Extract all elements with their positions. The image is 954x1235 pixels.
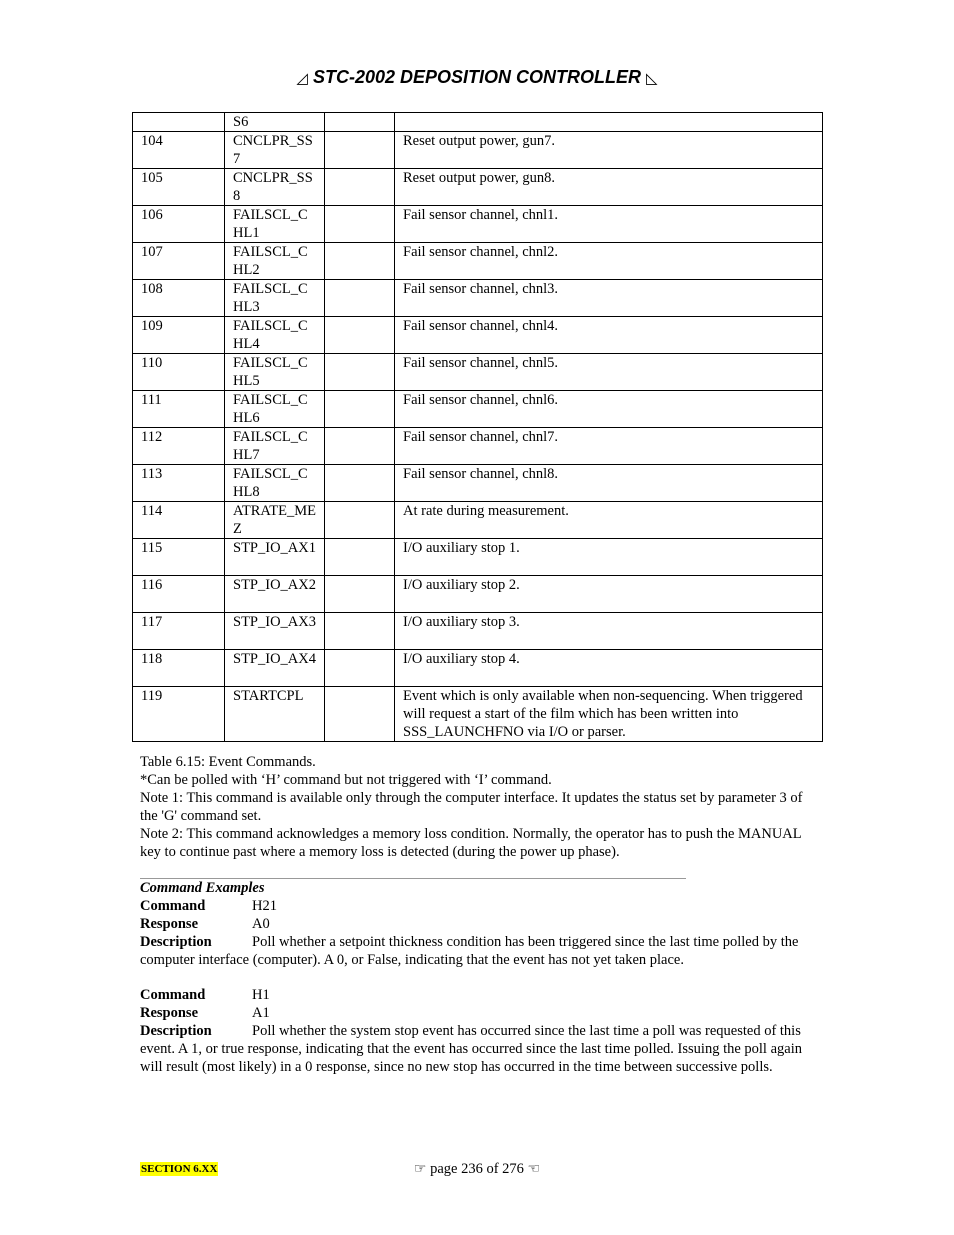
event-description-cell: Fail sensor channel, chnl1. [395, 206, 823, 243]
event-description-cell: Fail sensor channel, chnl7. [395, 428, 823, 465]
event-number-cell: 111 [133, 391, 225, 428]
blank-cell [325, 650, 395, 687]
example-1-command: Command H21 [140, 898, 277, 914]
event-name-cell: FAILSCL_CHL7 [225, 428, 325, 465]
event-description-cell: At rate during measurement. [395, 502, 823, 539]
table-row [133, 206, 823, 243]
event-number-cell: 119 [133, 687, 225, 742]
blank-cell [325, 502, 395, 539]
page-header [0, 64, 954, 92]
event-number-cell: 118 [133, 650, 225, 687]
event-description-cell [395, 113, 823, 132]
event-name-cell: CNCLPR_SS7 [225, 132, 325, 169]
table-caption: Table 6.15: Event Commands. [140, 754, 316, 770]
blank-cell [325, 539, 395, 576]
blank-cell [325, 169, 395, 206]
command-value: H1 [252, 987, 270, 1003]
event-name-cell: FAILSCL_CHL1 [225, 206, 325, 243]
response-value: A0 [252, 916, 270, 932]
table-row [133, 650, 823, 687]
document-title: STC-2002 DEPOSITION CONTROLLER [312, 67, 642, 87]
event-number-cell: 108 [133, 280, 225, 317]
asterisk-note: *Can be polled with ‘H’ command but not triggered with ‘I’ command. [140, 772, 552, 788]
blank-cell [325, 613, 395, 650]
description-text: Poll whether the system stop event has occurred since the last time a poll was requested of this event. A 1, or true response, indicating that the event has occurred since the last time polled. Issuing the poll again will result (most likely) in a 0 response, since no new stop has occurred in the time between successive polls. [140, 1023, 802, 1075]
table-notes [140, 753, 820, 861]
blank-cell [325, 132, 395, 169]
response-value: A1 [252, 1005, 270, 1021]
event-number-cell [133, 113, 225, 132]
blank-cell [325, 113, 395, 132]
event-name-cell: STP_IO_AX3 [225, 613, 325, 650]
event-description-cell: Fail sensor channel, chnl6. [395, 391, 823, 428]
event-description-cell: I/O auxiliary stop 4. [395, 650, 823, 687]
note-1: Note 1: This command is available only through the computer interface. It updates the status set by parameter 3 of the 'G' command set. [140, 790, 803, 824]
blank-cell [325, 280, 395, 317]
blank-cell [325, 687, 395, 742]
examples-title: Command Examples [140, 880, 265, 896]
event-name-cell: FAILSCL_CHL6 [225, 391, 325, 428]
event-name-cell: CNCLPR_SS8 [225, 169, 325, 206]
event-description-cell: Reset output power, gun7. [395, 132, 823, 169]
pencil-icon: ◿ [296, 70, 308, 87]
event-commands-table [132, 112, 823, 742]
event-name-cell: FAILSCL_CHL5 [225, 354, 325, 391]
event-number-cell: 116 [133, 576, 225, 613]
event-number-cell: 113 [133, 465, 225, 502]
event-description-cell: Fail sensor channel, chnl3. [395, 280, 823, 317]
event-name-cell: FAILSCL_CHL4 [225, 317, 325, 354]
table-row [133, 539, 823, 576]
event-number-cell: 106 [133, 206, 225, 243]
event-name-cell: FAILSCL_CHL3 [225, 280, 325, 317]
table-row [133, 317, 823, 354]
event-name-cell: STP_IO_AX4 [225, 650, 325, 687]
description-text: Poll whether a setpoint thickness condition has been triggered since the last time polled by the computer interface (computer). A 0, or False, indicating that the event has not yet taken place. [140, 934, 799, 968]
section-label: SECTION 6.XX [141, 1163, 218, 1175]
event-number-cell: 105 [133, 169, 225, 206]
event-number-cell: 107 [133, 243, 225, 280]
note-2: Note 2: This command acknowledges a memory loss condition. Normally, the operator has to push the MANUAL key to continue past where a memory loss is detected (during the power up phase). [140, 826, 802, 860]
example-2-description: Description Poll whether the system stop event has occurred since the last time a poll was requested of this event. A 1, or true response, indicating that the event has occurred since the last time polled. Issuing the poll again will result (most likely) in a 0 response, since no new stop has occurred in the time between successive polls. [140, 1023, 802, 1075]
blank-cell [325, 428, 395, 465]
table-row [133, 391, 823, 428]
event-name-cell: STP_IO_AX2 [225, 576, 325, 613]
event-number-cell: 104 [133, 132, 225, 169]
example-2-command: Command H1 [140, 987, 270, 1003]
table-row [133, 243, 823, 280]
event-name-cell: S6 [225, 113, 325, 132]
pencil-icon-right: ◺ [646, 70, 658, 87]
page-number [0, 1160, 954, 1178]
event-number-cell: 114 [133, 502, 225, 539]
event-description-cell: Reset output power, gun8. [395, 169, 823, 206]
event-number-cell: 112 [133, 428, 225, 465]
blank-cell [325, 317, 395, 354]
event-name-cell: STP_IO_AX1 [225, 539, 325, 576]
table-row [133, 613, 823, 650]
table-row [133, 169, 823, 206]
pointing-left-icon: ☜ [527, 1161, 541, 1177]
event-name-cell: ATRATE_MEZ [225, 502, 325, 539]
command-examples [140, 879, 820, 1076]
event-description-cell: Event which is only available when non-sequencing. When triggered will request a start of the film which has been written into SSS_LAUNCHFNO via I/O or parser. [395, 687, 823, 742]
example-1-response: Response A0 [140, 916, 270, 932]
event-description-cell: I/O auxiliary stop 3. [395, 613, 823, 650]
table-row [133, 280, 823, 317]
event-description-cell: Fail sensor channel, chnl5. [395, 354, 823, 391]
event-number-cell: 109 [133, 317, 225, 354]
event-name-cell: FAILSCL_CHL8 [225, 465, 325, 502]
table-row [133, 113, 823, 132]
blank-cell [325, 391, 395, 428]
event-description-cell: Fail sensor channel, chnl8. [395, 465, 823, 502]
table-row [133, 354, 823, 391]
event-name-cell: STARTCPL [225, 687, 325, 742]
pointing-right-icon: ☞ [413, 1161, 427, 1177]
blank-cell [325, 354, 395, 391]
table-row [133, 687, 823, 742]
event-description-cell: Fail sensor channel, chnl4. [395, 317, 823, 354]
table-row [133, 428, 823, 465]
table-row [133, 576, 823, 613]
example-1-description: Description Poll whether a setpoint thickness condition has been triggered since the last time polled by the computer interface (computer). A 0, or False, indicating that the event has not yet taken place. [140, 934, 799, 968]
blank-cell [325, 243, 395, 280]
command-value: H21 [252, 898, 277, 914]
event-description-cell: I/O auxiliary stop 1. [395, 539, 823, 576]
event-number-cell: 117 [133, 613, 225, 650]
blank-cell [325, 206, 395, 243]
blank-cell [325, 465, 395, 502]
event-description-cell: Fail sensor channel, chnl2. [395, 243, 823, 280]
blank-cell [325, 576, 395, 613]
event-name-cell: FAILSCL_CHL2 [225, 243, 325, 280]
page-number-text: page 236 of 276 [430, 1161, 524, 1177]
example-2-response: Response A1 [140, 1005, 270, 1021]
event-number-cell: 110 [133, 354, 225, 391]
table-row [133, 502, 823, 539]
table-row [133, 132, 823, 169]
table-row [133, 465, 823, 502]
event-number-cell: 115 [133, 539, 225, 576]
event-description-cell: I/O auxiliary stop 2. [395, 576, 823, 613]
